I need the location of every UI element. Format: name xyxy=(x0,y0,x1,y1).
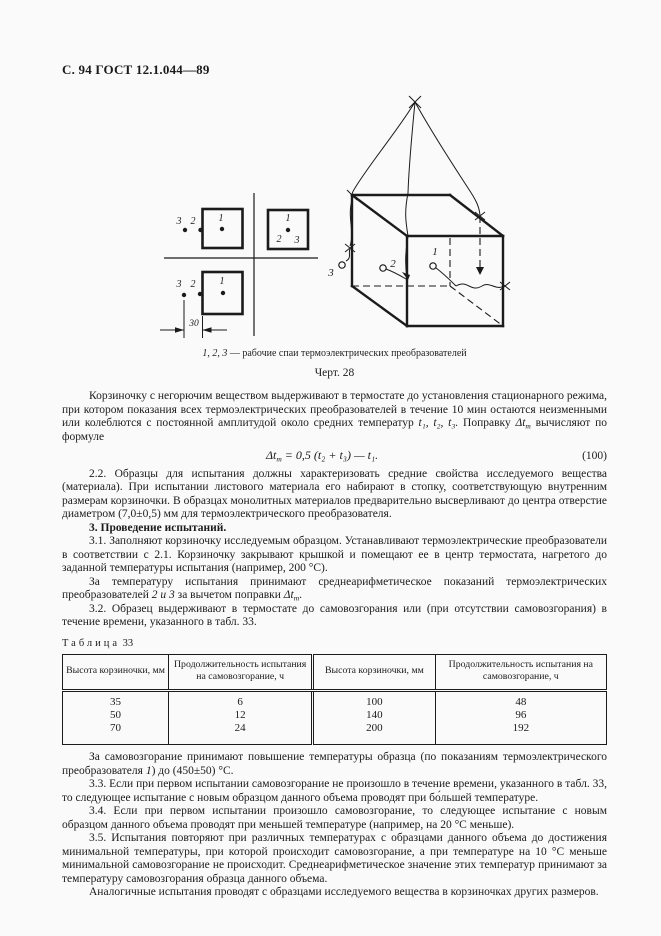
dimension-30 xyxy=(160,300,227,338)
table-cell: 48 xyxy=(435,691,606,710)
junction-dots xyxy=(182,227,290,297)
table-cell: 96 xyxy=(435,709,606,722)
table-cell: 24 xyxy=(169,722,313,745)
delta-t-symbol: Δt xyxy=(515,417,526,429)
delta-t-symbol: Δt xyxy=(283,589,294,601)
label-tl-3: 3 xyxy=(176,216,182,227)
wire-tie-marks xyxy=(345,96,510,290)
wire-bottom-wavy xyxy=(456,284,504,288)
formula-100 xyxy=(62,449,582,463)
table-cell: 50 xyxy=(63,709,169,722)
wire-lead-2 xyxy=(386,269,406,279)
wire-right xyxy=(415,102,480,215)
label-bl-2: 2 xyxy=(190,279,196,290)
wire-left xyxy=(350,102,415,246)
label-tl-1: 1 xyxy=(218,213,224,224)
table-label-word: Таблица xyxy=(62,637,121,649)
paragraph-3-1b xyxy=(62,576,607,603)
junction-1 xyxy=(430,263,436,269)
delta-t-subscript: т xyxy=(293,593,300,603)
figure-caption xyxy=(62,348,607,359)
formula-100-row xyxy=(62,449,607,464)
table-header-height-2: Высота корзиночки, мм xyxy=(313,655,435,691)
label-junction-2: 2 xyxy=(390,258,396,270)
dim-arrow-left xyxy=(175,327,184,332)
paragraph-3-4: 3.4. Если при первом испытании произошло самовозгорание, то следующее испытание с новым образцом данного объема проводят при меньшей температуре (например, на 20 °С меньше). xyxy=(62,805,607,831)
section-heading-3: 3. Проведение испытаний. xyxy=(89,521,227,534)
table-cell: 12 xyxy=(169,709,313,722)
table-header-height-1: Высота корзиночки, мм xyxy=(63,655,169,691)
paragraph-text: За температуру испытания принимают среднеарифметическое показаний термоэлектрических преобразователей xyxy=(62,575,607,601)
paragraph-3-1: 3.1. Заполняют корзиночку исследуемым образцом. Устанавливают термоэлектрические преобразователи в соответствии с 2.1. Корзиночку закрывают крышкой и помещают ее в центр термостата, нагретого до заданной температуры испытания (например, 200 °С). xyxy=(62,535,607,574)
table-cell: 140 xyxy=(313,709,435,722)
label-tr-3: 3 xyxy=(294,235,300,246)
table-cell: 6 xyxy=(169,691,313,710)
paragraph-3-2: 3.2. Образец выдерживают в термостате до самовозгорания или (при отсутствии самовозгорания) в течение времени, указанного в табл. 33. xyxy=(62,602,607,628)
figure-caption-numbers: 1, 2, 3 xyxy=(202,348,228,359)
junction-2 xyxy=(380,265,386,271)
table-header-row xyxy=(63,655,607,691)
label-tr-2: 2 xyxy=(276,234,282,245)
formula-body: = 0,5 (t₂ + t₃) — t₁. xyxy=(281,448,379,462)
formula-number: (100) xyxy=(582,450,607,462)
table-header-duration-2: Продолжительность испытания на самовозгорание, ч xyxy=(435,655,606,691)
paragraph-text: Поправку xyxy=(458,417,516,429)
table-row xyxy=(63,722,607,745)
table-row xyxy=(63,709,607,722)
table-33 xyxy=(62,654,607,745)
figure-number: Черт. 28 xyxy=(314,367,355,379)
transducer-numbers: 2 и 3 xyxy=(151,589,175,601)
table-33-label xyxy=(62,637,607,651)
table-cell: 200 xyxy=(313,722,435,745)
table-cell: 100 xyxy=(313,691,435,710)
table-cell: 70 xyxy=(63,722,169,745)
label-tr-1: 1 xyxy=(285,213,291,224)
plan-view-diagram xyxy=(160,193,318,338)
table-header-duration-1: Продолжительность испытания на самовозгорание, ч xyxy=(169,655,313,691)
page-header: С. 94 ГОСТ 12.1.044—89 xyxy=(62,62,210,77)
formula-lhs-subscript: т xyxy=(276,454,282,464)
label-bl-3: 3 xyxy=(176,279,182,290)
paragraph-final: Аналогичные испытания проводят с образцами исследуемого вещества в корзиночках других размеров. xyxy=(89,886,599,898)
table-label-number: 33 xyxy=(122,637,134,649)
plan-view-labels xyxy=(176,213,300,290)
wire-lead-1 xyxy=(436,268,456,286)
paragraph-intro xyxy=(62,390,607,444)
paragraph-text: Корзиночку с негорючим веществом выдерживают в термостате до установления стационарного режима, при котором показания всех термоэлектрических преобразователей в течение 10 мин остаются неизменными или колеблются с постоянной амплитудой около средних температур xyxy=(62,390,607,429)
formula-lhs: Δt xyxy=(265,448,277,462)
paragraph-3-5: 3.5. Испытания повторяют при различных температурах с образцами данного объема до достижения минимальной температуры, при которой происходит самовозгорание, а при температуре на 10 °С меньше минимальной самовозгорание не происходит. Среднеарифметическое значение этих температур принимают за температуру самовозгорания образца данного объема. xyxy=(62,832,607,885)
dim-arrow-right xyxy=(203,327,212,332)
paragraph-text: ) до (450±50) °С. xyxy=(151,764,234,777)
label-bl-1: 1 xyxy=(219,276,225,287)
basket-3d-diagram xyxy=(327,96,510,326)
table-cell: 192 xyxy=(435,722,606,745)
label-junction-3: 3 xyxy=(328,267,334,279)
paragraph-3-3: 3.3. Если при первом испытании самовозгорание не произошло в течение времени, указанного в табл. 33, то следующее испытание с новым образцом данного объема проводят при бо́льшей температуре. xyxy=(62,778,607,804)
document-body xyxy=(62,390,607,900)
paragraph-text: . xyxy=(299,589,302,601)
table-row xyxy=(63,691,607,710)
paragraph-2-2: 2.2. Образцы для испытания должны характеризовать средние свойства исследуемого вещества (материала). При испытании листового материала его набирают в стопку, соответствующую внутренним размерам корзиночки. В образцах монолитных материалов предварительно высверливают до центра отверстие диаметром (7,0±0,5) мм для термоэлектрического преобразователя. xyxy=(62,467,607,520)
temperatures-symbols: t₁, t₂, t₃. xyxy=(418,417,459,429)
paragraph-text: за вычетом поправки xyxy=(174,589,284,601)
paragraph-text: За самовозгорание принимают повышение температуры образца (по показаниям термоэлектрического преобразователя xyxy=(62,751,607,777)
table-cell: 35 xyxy=(63,691,169,710)
paragraph-self-ignition xyxy=(62,751,607,778)
label-junction-1: 1 xyxy=(432,246,438,258)
wire-1-arrow xyxy=(476,267,484,275)
junction-3 xyxy=(339,262,345,268)
label-tl-2: 2 xyxy=(190,216,196,227)
transducer-number: 1 xyxy=(145,764,152,777)
figure-chart-28 xyxy=(0,88,661,346)
figure-caption-text: — рабочие спаи термоэлектрических преобразователей xyxy=(227,348,467,359)
label-dim-30: 30 xyxy=(189,319,199,329)
paragraph-text: вычисляют по формуле xyxy=(62,417,607,443)
delta-t-subscript: т xyxy=(525,421,531,431)
